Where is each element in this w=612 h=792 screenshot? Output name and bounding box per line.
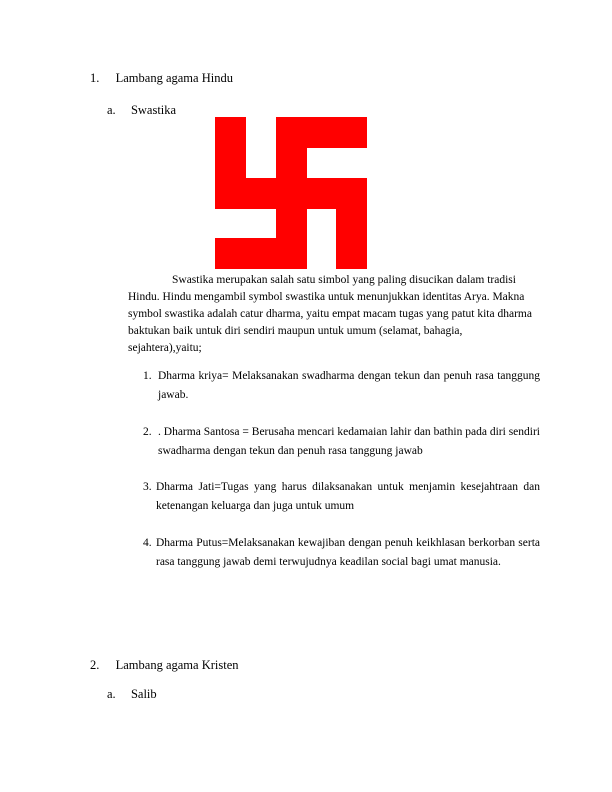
list-item xyxy=(143,423,540,461)
swastika-description-text: Swastika merupakan salah satu simbol yang paling disucikan dalam tradisi Hindu. Hindu mengambil symbol swastika untuk menunjukkan identitas Arya. Makna symbol swastika adalah catur dharma, yaitu empat macam tugas yang patut kita dharma baktukan baik untuk diri sendiri maupun untuk umum (selamat, bahagia, sejahtera),yaitu; xyxy=(128,274,532,354)
list-item-number: 2. xyxy=(143,426,152,438)
subsection-2a-letter: a. xyxy=(107,687,116,701)
swastika-symbol xyxy=(215,117,367,269)
swastika-segment xyxy=(336,178,367,269)
section-1-number: 1. xyxy=(90,71,100,85)
list-item xyxy=(143,534,540,572)
swastika-description xyxy=(128,272,534,357)
section-2-heading xyxy=(90,658,239,672)
list-item xyxy=(143,478,540,516)
list-item xyxy=(143,367,540,405)
section-1-title: Lambang agama Hindu xyxy=(115,71,233,85)
swastika-segment xyxy=(215,238,307,269)
list-item-text: Dharma Putus=Melaksanakan kewajiban dengan penuh keikhlasan berkorban serta rasa tanggung jawab demi terwujudnya keadilan social bagi umat manusia. xyxy=(156,537,540,568)
subsection-2a-heading xyxy=(107,687,157,701)
subsection-1a-letter: a. xyxy=(107,103,116,117)
section-2-title: Lambang agama Kristen xyxy=(115,658,239,672)
subsection-2a-title: Salib xyxy=(130,687,157,701)
section-1-heading xyxy=(90,71,233,85)
list-item-number: 1. xyxy=(143,370,152,382)
list-item-text: Dharma kriya= Melaksanakan swadharma dengan tekun dan penuh rasa tanggung jawab. xyxy=(158,370,540,401)
subsection-1a-title: Swastika xyxy=(130,103,177,117)
list-item-text: . Dharma Santosa = Berusaha mencari kedamaian lahir dan bathin pada diri sendiri swadharma dengan tekun dan penuh rasa tanggung jawab xyxy=(158,426,540,457)
subsection-1a-heading xyxy=(107,103,176,117)
section-2-number: 2. xyxy=(90,658,100,672)
list-item-number: 3. xyxy=(143,481,152,493)
list-item-text: Dharma Jati=Tugas yang harus dilaksanakan untuk menjamin kesejahtraan dan ketenangan keluarga dan juga untuk umum xyxy=(156,481,540,512)
list-item-number: 4. xyxy=(143,537,152,549)
